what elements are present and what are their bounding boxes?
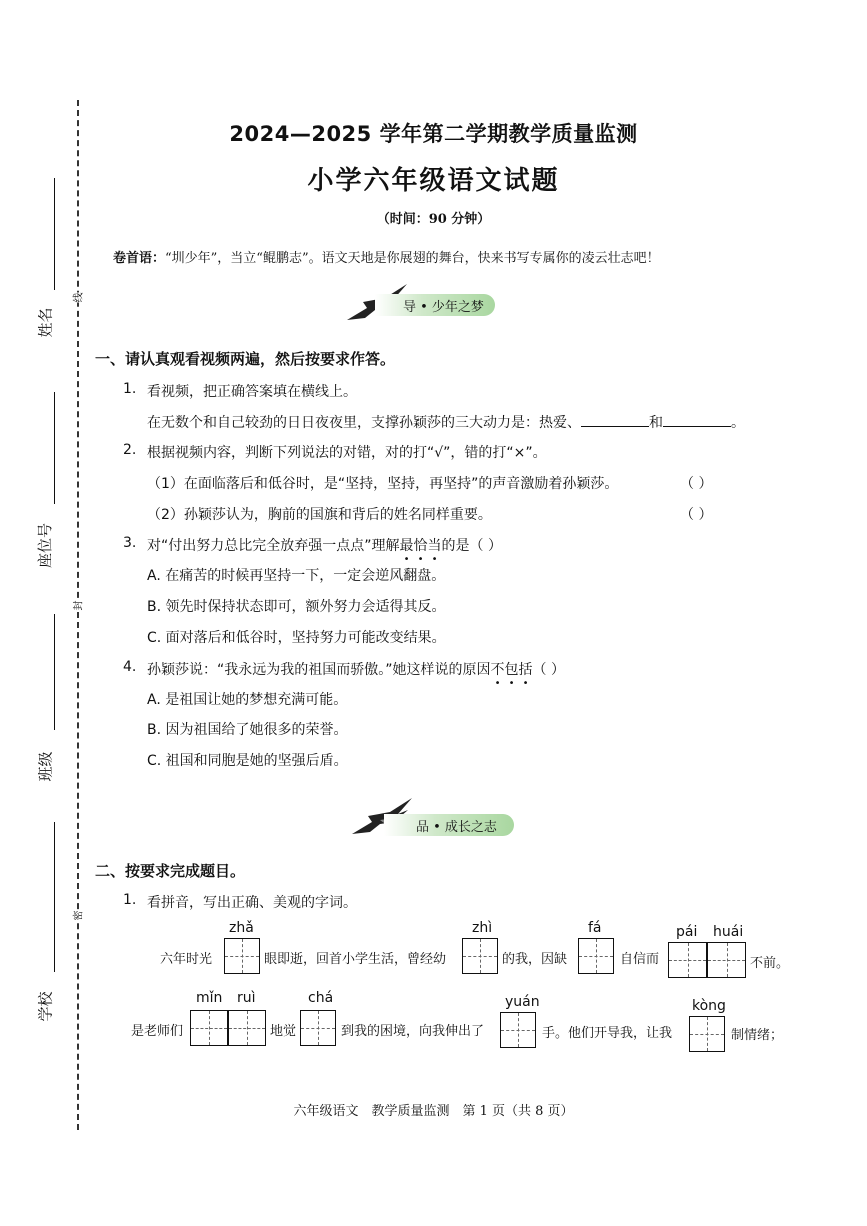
writing-box-min[interactable] — [190, 1010, 228, 1046]
q3-option-c: C. 面对落后和低谷时，坚持努力可能改变结果。 — [147, 630, 446, 646]
q1-text: 看视频，把正确答案填在横线上。 — [147, 384, 357, 400]
line2-text-4: 手。他们开导我，让我 — [542, 1026, 673, 1041]
seal-mark-mi: 密 — [70, 911, 85, 921]
exam-subtitle: 小学六年级语文试题 — [307, 166, 560, 196]
line2-text-1: 是老师们 — [131, 1024, 184, 1039]
q4-emph-1: 不 — [490, 662, 505, 678]
line2-text-5: 制情绪； — [731, 1028, 784, 1043]
pinyin-yuan: yuán — [505, 994, 540, 1010]
q1-blank-1[interactable] — [581, 412, 649, 427]
line1-text-5: 不前。 — [750, 956, 790, 971]
q3-text — [147, 535, 502, 555]
writing-box-zha[interactable] — [224, 938, 260, 974]
q2-answer-2[interactable]: （ ） — [680, 507, 713, 523]
q1-body-text: 在无数个和自己较劲的日日夜夜里，支撑孙颖莎的三大动力是：热爱、 — [147, 415, 581, 431]
pinyin-rui: ruì — [237, 990, 256, 1006]
section-1-heading: 一、请认真观看视频两遍，然后按要求作答。 — [95, 350, 396, 368]
line2-text-2: 地觉 — [270, 1024, 297, 1039]
q3-emph-1: 最 — [399, 538, 414, 554]
s2-q1-text: 看拼音，写出正确、美观的字词。 — [147, 895, 357, 911]
q2-item-1: （1）在面临落后和低谷时，是“坚持，坚持，再坚持”的声音激励着孙颖莎。 — [147, 476, 619, 492]
name-label: 姓名 — [36, 307, 55, 338]
writing-box-kong[interactable] — [689, 1016, 725, 1052]
pinyin-kong: kòng — [692, 998, 726, 1014]
writing-box-huai[interactable] — [707, 942, 746, 978]
q3-option-b: B. 领先时保持状态即可，额外努力会适得其反。 — [147, 599, 446, 615]
writing-box-zhi[interactable] — [462, 938, 498, 974]
class-label: 班级 — [36, 751, 55, 782]
q1-body — [147, 412, 745, 432]
q1-and: 和 — [649, 415, 663, 431]
school-label: 学校 — [36, 991, 55, 1022]
q2-text: 根据视频内容，判断下列说法的对错，对的打“√”，错的打“×”。 — [147, 445, 547, 461]
pinyin-cha: chá — [308, 990, 334, 1006]
writing-box-pai[interactable] — [668, 942, 707, 978]
line2-text-3: 到我的困境，向我伸出了 — [341, 1024, 485, 1039]
section-2-heading: 二、按要求完成题目。 — [95, 862, 246, 880]
writing-box-cha[interactable] — [300, 1010, 336, 1046]
seat-label: 座位号 — [36, 522, 55, 569]
q4-text-a: 孙颖莎说：“我永远为我的祖国而骄傲。”她这样说的原因 — [147, 662, 491, 678]
q4-option-b: B. 因为祖国给了她很多的荣誉。 — [147, 722, 348, 738]
seal-mark-xian: 线 — [70, 293, 85, 303]
q3-option-a: A. 在痛苦的时候再坚持一下，一定会逆风翻盘。 — [147, 568, 446, 584]
epigraph — [113, 247, 660, 266]
line1-text-3: 的我，因缺 — [502, 952, 568, 967]
page-footer: 六年级语文 教学质量监测 第 1 页（共 8 页） — [293, 1104, 574, 1119]
pinyin-huai: huái — [713, 924, 744, 940]
pinyin-zhi: zhì — [472, 920, 493, 936]
writing-box-rui[interactable] — [228, 1010, 266, 1046]
q2-number: 2. — [123, 442, 137, 458]
epigraph-text: “圳少年”，当立“鲲鹏志”。语文天地是你展翅的舞台，快来书写专属你的凌云壮志吧！ — [165, 251, 660, 266]
banner-1-text: 导 • 少年之梦 — [403, 300, 484, 315]
q4-option-c: C. 祖国和同胞是她的坚强后盾。 — [147, 753, 348, 769]
line1-text-1: 六年时光 — [160, 952, 213, 967]
writing-box-fa[interactable] — [578, 938, 614, 974]
class-field-line[interactable] — [54, 614, 55, 730]
q4-text — [147, 659, 565, 679]
q4-emph-3: 括 — [518, 662, 533, 678]
seal-mark-feng: 封 — [70, 601, 85, 611]
writing-box-yuan[interactable] — [500, 1012, 536, 1048]
line1-text-2: 眼即逝，回首小学生活，曾经幼 — [264, 952, 447, 967]
school-field-line[interactable] — [54, 822, 55, 972]
pinyin-min: mǐn — [196, 990, 223, 1006]
epigraph-label: 卷首语： — [113, 251, 166, 266]
pinyin-zha: zhǎ — [229, 920, 254, 936]
s2-q1-number: 1. — [123, 892, 137, 908]
line1-text-4: 自信而 — [620, 952, 660, 967]
q4-emph-2: 包 — [504, 662, 519, 678]
q4-number: 4. — [123, 659, 137, 675]
exam-title: 2024—2025 学年第二学期教学质量监测 — [229, 122, 638, 146]
exam-time: （时间：90 分钟） — [376, 212, 491, 227]
binding-dashed-line — [77, 100, 79, 1130]
q1-end: 。 — [731, 415, 745, 431]
q1-number: 1. — [123, 381, 137, 397]
section-banner-1 — [345, 290, 545, 318]
q4-answer-paren[interactable]: （ ） — [532, 662, 565, 678]
q2-item-2: （2）孙颖莎认为，胸前的国旗和背后的姓名同样重要。 — [147, 507, 492, 523]
seat-field-line[interactable] — [54, 392, 55, 504]
q1-blank-2[interactable] — [663, 412, 731, 427]
q3-emph-2: 恰 — [413, 538, 428, 554]
q3-answer-paren[interactable]: 的是（ ） — [441, 538, 502, 554]
q3-emph-3: 当 — [427, 538, 442, 554]
q4-option-a: A. 是祖国让她的梦想充满可能。 — [147, 692, 348, 708]
q3-text-a: 对“付出努力总比完全放弃强一点点”理解 — [147, 538, 400, 554]
pinyin-pai: pái — [676, 924, 698, 940]
pinyin-fa: fá — [588, 920, 602, 936]
q2-answer-1[interactable]: （ ） — [680, 476, 713, 492]
section-banner-2 — [350, 810, 560, 838]
banner-2-text: 品 • 成长之志 — [416, 820, 497, 835]
q3-number: 3. — [123, 535, 137, 551]
